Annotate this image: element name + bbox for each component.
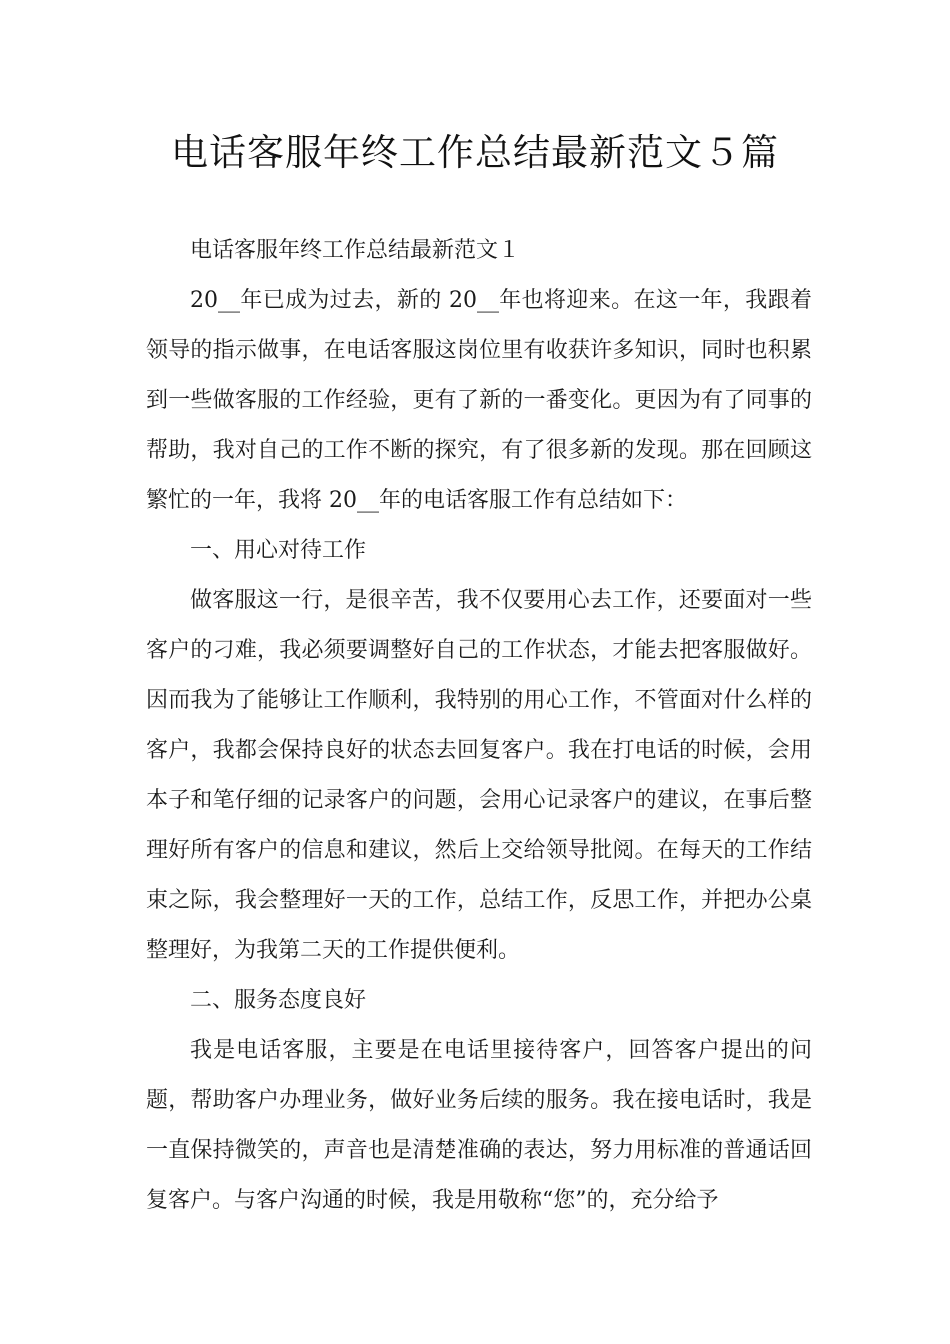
- paragraph-section-1: 做客服这一行，是很辛苦，我不仅要用心去工作，还要面对一些客户的刁难，我必须要调整好自己的工作状态，才能去把客服做好。因而我为了能够让工作顺利，我特别的用心工作，不管面对什么样的客户，我都会保持良好的状态去回复客户。我在打电话的时候，会用本子和笔仔细的记录客户的问题，会用心记录客户的建议，在事后整理好所有客户的信息和建议，然后上交给领导批阅。在每天的工作结束之际，我会整理好一天的工作，总结工作，反思工作，并把办公桌整理好，为我第二天的工作提供便利。: [146, 588, 812, 963]
- paragraph-section-2: 我是电话客服，主要是在电话里接待客户，回答客户提出的问题，帮助客户办理业务，做好业务后续的服务。我在接电话时，我是一直保持微笑的，声音也是清楚准确的表达，努力用标准的普通话回复客户。与客户沟通的时候，我是用敬称“您”的，充分给予: [146, 1038, 812, 1213]
- paragraph-subtitle: 电话客服年终工作总结最新范文１: [190, 238, 521, 263]
- section-heading-1: 一、用心对待工作: [190, 538, 367, 563]
- document-title: 电话客服年终工作总结最新范文５篇: [171, 131, 779, 174]
- section-heading-2: 二、服务态度良好: [190, 988, 367, 1013]
- document-body: [146, 226, 812, 1226]
- paragraph-intro: 20__年已成为过去，新的 20__年也将迎来。在这一年，我跟着领导的指示做事，在电话客服这岗位里有收获许多知识，同时也积累到一些做客服的工作经验，更有了新的一番变化。更因为有了同事的帮助，我对自己的工作不断的探究，有了很多新的发现。那在回顾这繁忙的一年，我将 20__年的电话客服工作有总结如下：: [146, 288, 812, 513]
